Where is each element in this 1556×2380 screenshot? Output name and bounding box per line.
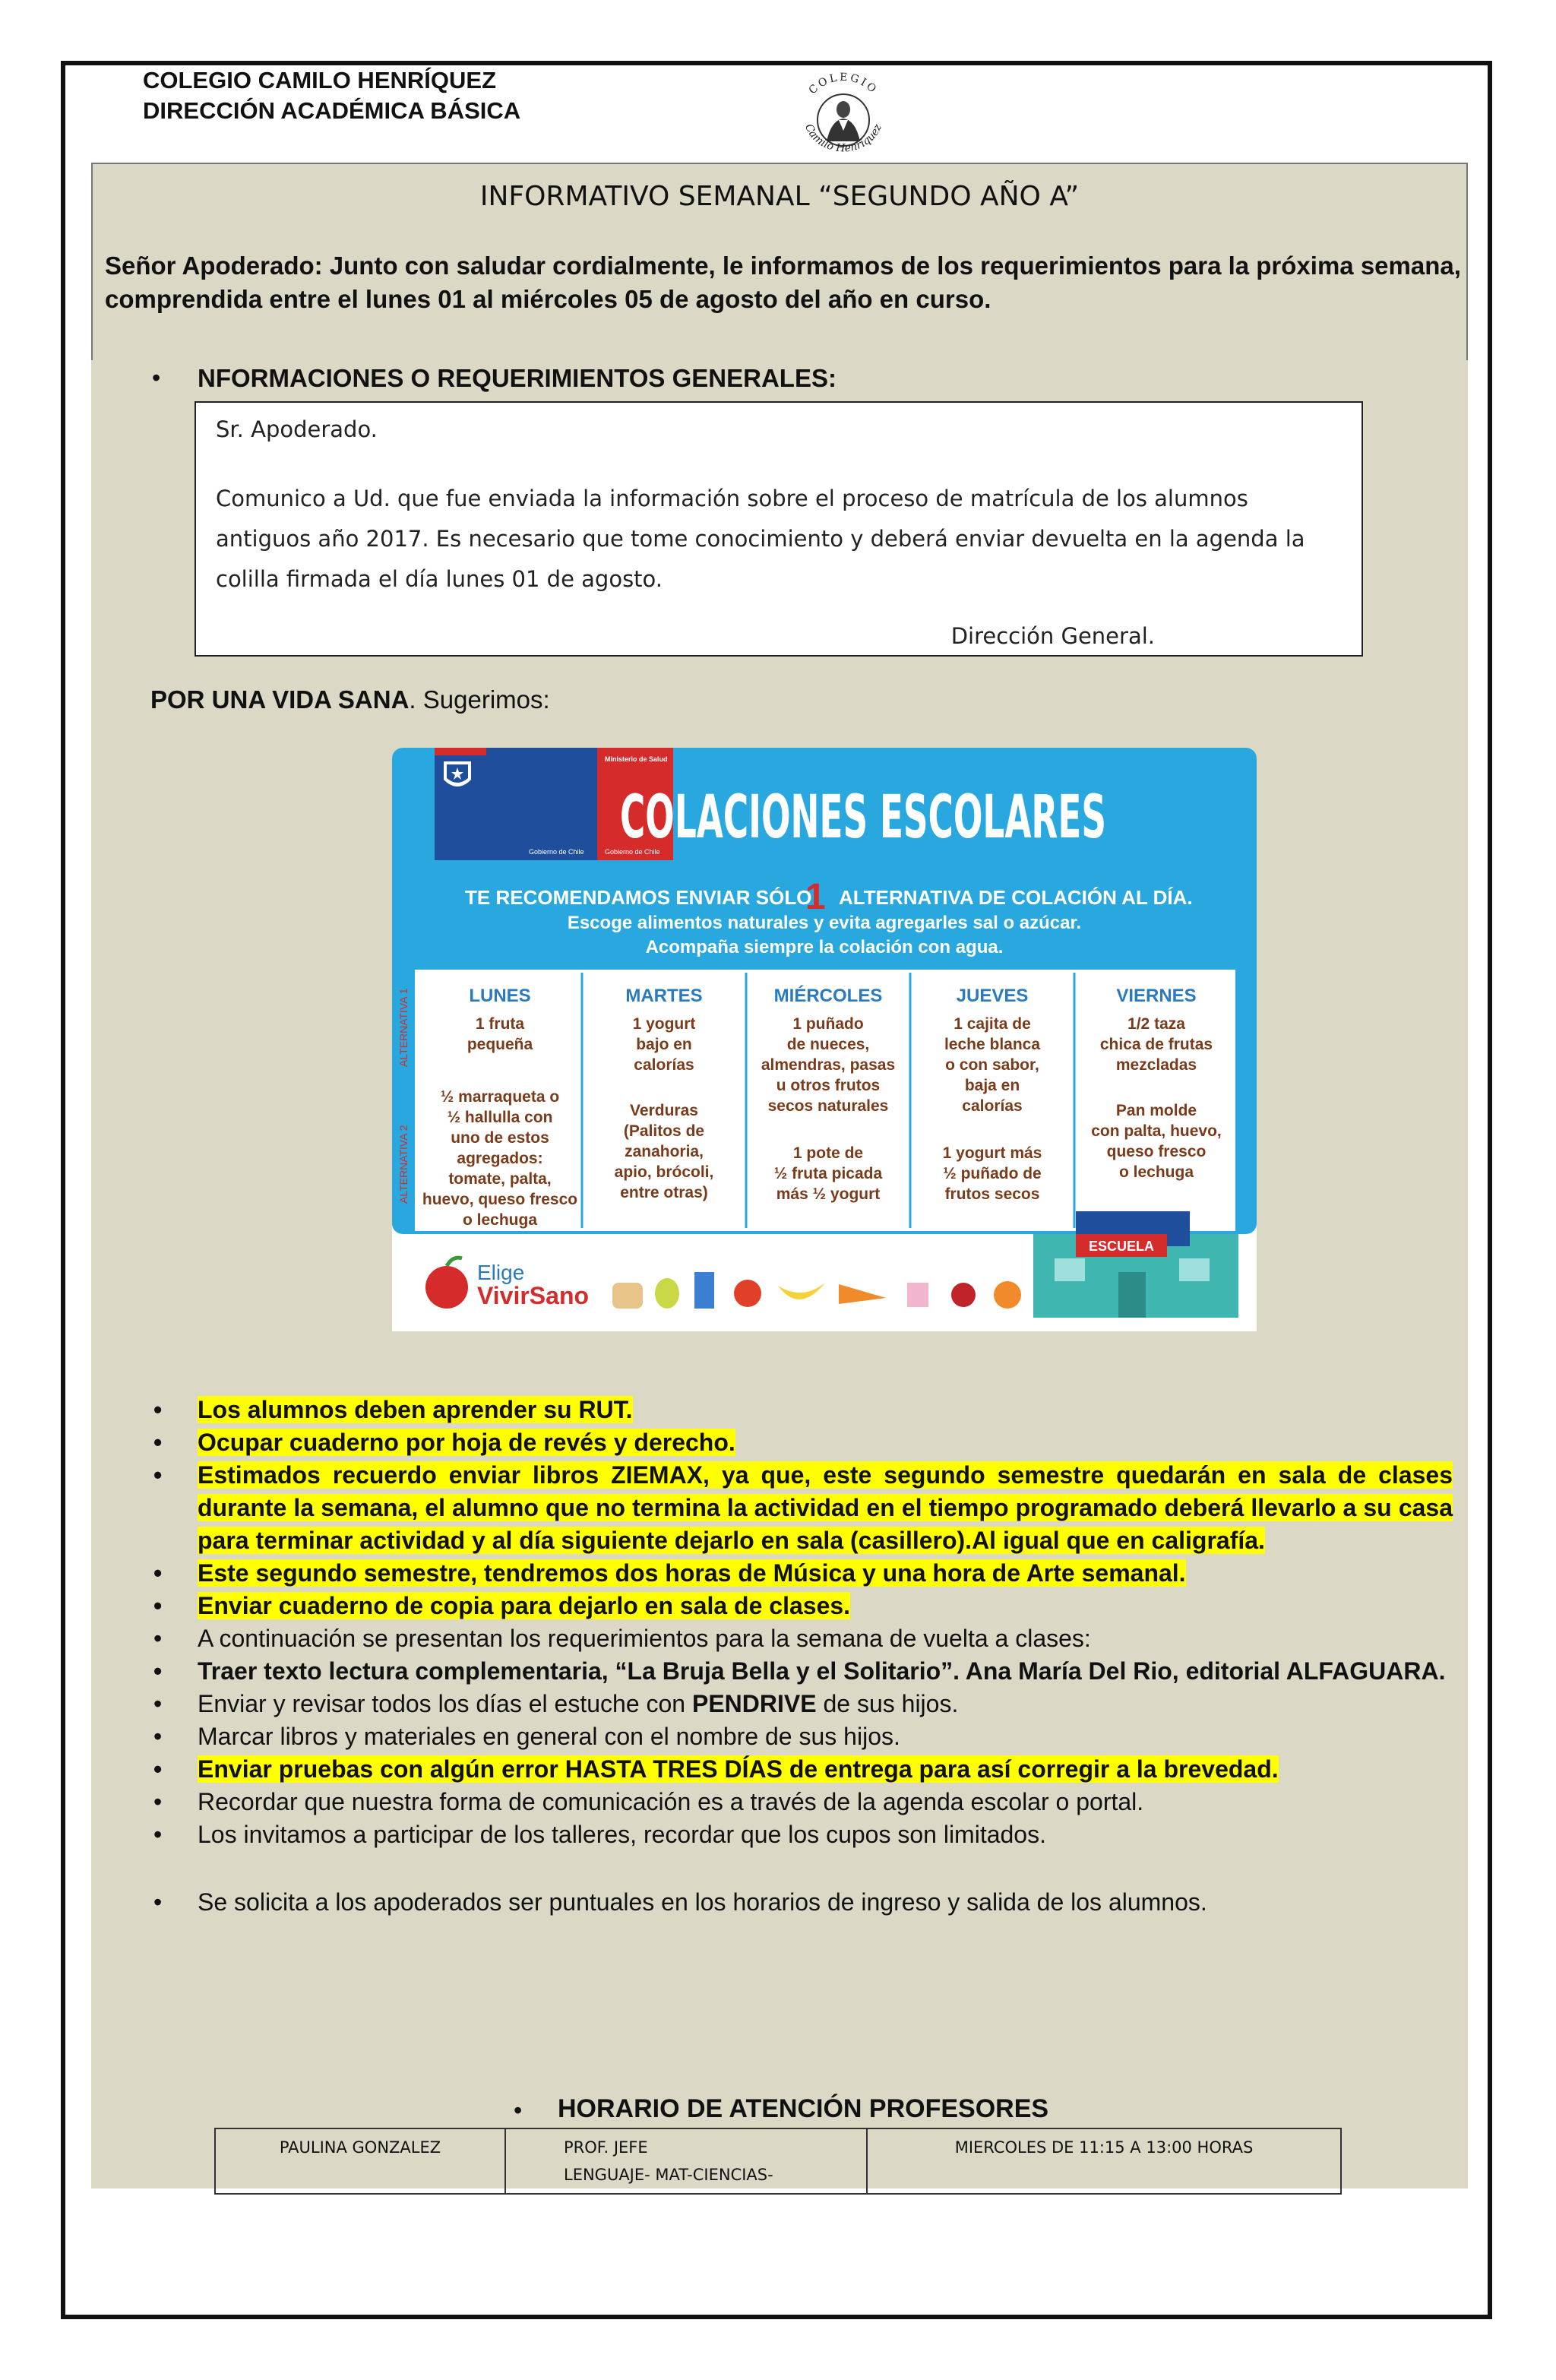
list-item-text: Marcar libros y materiales en general con el nombre de sus hijos. <box>198 1723 900 1750</box>
vida-sana-line <box>150 685 550 714</box>
list-item-text: A continuación se presentan los requerimientos para la semana de vuelta a clases: <box>198 1625 1091 1652</box>
list-item-text: Enviar y revisar todos los días el estuche con <box>198 1690 692 1717</box>
bullet-icon: • <box>152 364 161 391</box>
alt1-item: pequeña <box>466 1036 533 1053</box>
gov-label-2: Gobierno de Chile <box>605 848 660 856</box>
list-item-text: Enviar pruebas con algún error HASTA TRES DÍAS de entrega para así corregir a la brevedad. <box>198 1755 1279 1783</box>
school-name: COLEGIO CAMILO HENRÍQUEZ <box>143 67 496 93</box>
alt2-item: entre otras) <box>620 1184 708 1201</box>
alt1-item: leche blanca <box>944 1036 1041 1053</box>
notice-box <box>194 401 1363 657</box>
alt1-item: chica de frutas <box>1099 1036 1213 1053</box>
schedule-cell <box>867 2128 1341 2194</box>
intro-text: Señor Apoderado: Junto con saludar cordialmente, le informamos de los requerimientos para la próxima semana, comprendida entre el lunes 01 al miércoles 05 de agosto del año en curso. <box>105 252 1461 313</box>
brand-top: Elige <box>477 1261 525 1284</box>
ministry-2-label: Ministerio de Salud <box>605 755 668 763</box>
general-section-heading: NFORMACIONES O REQUERIMIENTOS GENERALES: <box>198 364 837 392</box>
cherry-icon <box>951 1283 976 1307</box>
list-item-text: Este segundo semestre, tendremos dos horas de Música y una hora de Arte semanal. <box>198 1559 1186 1587</box>
list-item-text: Ocupar cuaderno por hoja de revés y derecho. <box>198 1429 735 1456</box>
list-item-text: Traer texto lectura complementaria, “La Bruja Bella y el Solitario”. Ana María Del Rio, editorial ALFAGUARA. <box>198 1657 1446 1685</box>
list-item <box>150 1459 1453 1557</box>
alt2-item: ½ puñado de <box>943 1165 1042 1182</box>
vida-sana-bold: POR UNA VIDA SANA <box>150 685 410 714</box>
alt2-item: (Palitos de <box>623 1122 705 1140</box>
alt1-item: u otros frutos <box>776 1077 881 1094</box>
horario-table <box>214 2128 1342 2195</box>
alt2-item: ½ marraqueta o <box>440 1088 560 1106</box>
list-item-text: Los invitamos a participar de los talleres, recordar que los cupos son limitados. <box>198 1821 1046 1848</box>
alt2-item: más ½ yogurt <box>776 1185 881 1203</box>
alt1-item: 1 yogurt <box>632 1015 696 1033</box>
school-logo-icon <box>789 70 898 161</box>
list-spacer <box>150 1851 1453 1886</box>
colaciones-poster <box>392 748 1257 1331</box>
list-item-text: Estimados recuerdo enviar libros ZIEMAX, ya que, este segundo semestre quedarán en sala de clases durante la semana, el alumno que no termina la actividad en el tiempo programado deberá llevarlo a su casa para terminar actividad y al día siguiente dejarlo en sala (casillero).Al igual que en caligrafía. <box>198 1461 1453 1554</box>
tomato-icon <box>734 1280 761 1307</box>
alt2-item: o lechuga <box>1118 1163 1194 1181</box>
alt1-item: calorías <box>634 1056 694 1074</box>
alt2-item: huevo, queso fresco <box>422 1191 578 1208</box>
poster-line2: Escoge alimentos naturales y evita agregarles sal o azúcar. <box>567 913 1082 933</box>
alt1-item: almendras, pasas <box>761 1056 896 1074</box>
alt1-item: secos naturales <box>767 1097 889 1115</box>
day-header: VIERNES <box>1116 986 1197 1006</box>
poster-title: COLACIONES ESCOLARES <box>620 783 1106 852</box>
list-item-text: Enviar cuaderno de copia para dejarlo en sala de clases. <box>198 1592 851 1619</box>
list-item <box>150 1720 1453 1753</box>
notice-greeting: Sr. Apoderado. <box>216 416 378 442</box>
logo-top-text: COLEGIO <box>806 71 881 97</box>
alt2-item: con palta, huevo, <box>1091 1122 1222 1140</box>
alt1-item: 1/2 taza <box>1127 1015 1185 1033</box>
notice-signature: Dirección General. <box>950 623 1155 649</box>
alt1-item: o con sabor, <box>945 1056 1039 1074</box>
schedule-text: MIERCOLES DE 11:15 A 13:00 HORAS <box>954 2138 1254 2157</box>
alt1-item: 1 puñado <box>792 1015 864 1033</box>
list-item <box>150 1426 1453 1459</box>
teacher-name: PAULINA GONZALEZ <box>279 2138 441 2157</box>
requirements-list <box>150 1394 1453 1919</box>
alt2-item: apio, brócoli, <box>614 1163 714 1181</box>
list-item <box>150 1786 1453 1818</box>
teacher-cell <box>215 2128 505 2194</box>
alt2-label: ALTERNATIVA 2 <box>397 1125 410 1204</box>
table-row <box>215 2128 1341 2194</box>
school-header <box>143 65 520 126</box>
alt2-item: 1 yogurt más <box>942 1144 1042 1162</box>
alt2-item: frutos secos <box>944 1185 1040 1203</box>
alt1-item: baja en <box>964 1077 1020 1094</box>
list-item-text: Recordar que nuestra forma de comunicación es a través de la agenda escolar o portal. <box>198 1788 1144 1815</box>
poster-line1-num: 1 <box>805 877 826 917</box>
alt2-item: 1 pote de <box>792 1144 864 1162</box>
poster-line3: Acompaña siempre la colación con agua. <box>645 937 1004 957</box>
bread-icon <box>612 1283 643 1309</box>
list-item <box>150 1753 1453 1786</box>
list-item <box>150 1655 1453 1688</box>
alt2-item: Pan molde <box>1115 1102 1197 1119</box>
logo-bottom-text: Camilo Henríquez <box>802 122 884 155</box>
list-item-text: Se solicita a los apoderados ser puntuales en los horarios de ingreso y salida de los alumnos. <box>198 1888 1207 1916</box>
horario-heading: HORARIO DE ATENCIÓN PROFESORES <box>558 2094 1049 2123</box>
bullet-icon: • <box>514 2097 523 2124</box>
list-item <box>150 1886 1453 1919</box>
list-item-text: Los alumnos deben aprender su RUT. <box>198 1396 633 1423</box>
list-item-strong: PENDRIVE <box>691 1690 817 1717</box>
day-header: MIÉRCOLES <box>773 986 883 1006</box>
list-item <box>150 1622 1453 1655</box>
day-header: LUNES <box>469 986 531 1006</box>
alt2-item: uno de estos <box>451 1129 549 1147</box>
alt1-item: bajo en <box>636 1036 692 1053</box>
alt2-item: agregados: <box>457 1150 543 1167</box>
department-name: DIRECCIÓN ACADÉMICA BÁSICA <box>143 97 521 124</box>
vida-sana-rest: . Sugerimos: <box>409 685 550 714</box>
role-cell <box>505 2128 867 2194</box>
alt1-item: calorías <box>962 1097 1023 1115</box>
pear-icon <box>655 1278 679 1309</box>
alt1-item: 1 cajita de <box>954 1015 1031 1033</box>
alt1-item: de nueces, <box>786 1036 870 1053</box>
alt2-item: ½ hallulla con <box>447 1109 553 1126</box>
page-title: INFORMATIVO SEMANAL “SEGUNDO AÑO A” <box>479 181 1080 212</box>
poster-line1-a: TE RECOMENDAMOS ENVIAR SÓLO <box>465 886 812 909</box>
brand-bottom: VivirSano <box>477 1282 590 1309</box>
yogurt-icon <box>907 1283 928 1307</box>
orange-icon <box>994 1281 1021 1309</box>
poster-line1-b: ALTERNATIVA DE COLACIÓN AL DÍA. <box>839 886 1193 909</box>
notice-body: Comunico a Ud. que fue enviada la información sobre el proceso de matrícula de los alumnos antiguos año 2017. Es necesario que tome conocimiento y deberá enviar devuelta en la agenda la colilla firmada el día lunes 01 de agosto. <box>216 486 1305 592</box>
list-item-text: de sus hijos. <box>816 1690 959 1717</box>
alt2-item: o lechuga <box>462 1211 538 1229</box>
milk-icon <box>694 1272 714 1309</box>
list-item <box>150 1688 1453 1720</box>
day-header: MARTES <box>625 986 703 1006</box>
list-item <box>150 1818 1453 1851</box>
alt2-item: zanahoria, <box>625 1143 704 1160</box>
list-item <box>150 1394 1453 1426</box>
alt2-item: queso fresco <box>1106 1143 1207 1160</box>
svg-text:COLEGIO <box>807 71 881 97</box>
alt2-item: ½ fruta picada <box>773 1165 883 1182</box>
alt1-item: mezcladas <box>1115 1056 1197 1074</box>
list-item <box>150 1557 1453 1590</box>
role-line-1: PROF. JEFE <box>564 2138 648 2157</box>
gov-label-1: Gobierno de Chile <box>529 848 584 856</box>
alt1-item: 1 fruta <box>475 1015 525 1033</box>
chile-shield-icon <box>444 761 471 786</box>
alt2-item: Verduras <box>630 1102 698 1119</box>
alt1-label: ALTERNATIVA 1 <box>397 988 410 1067</box>
role-line-2: LENGUAJE- MAT-CIENCIAS- <box>564 2166 773 2184</box>
day-header: JUEVES <box>956 986 1029 1006</box>
list-item <box>150 1590 1453 1622</box>
school-sign: ESCUELA <box>1088 1239 1155 1254</box>
alt2-item: tomate, palta, <box>448 1170 552 1188</box>
